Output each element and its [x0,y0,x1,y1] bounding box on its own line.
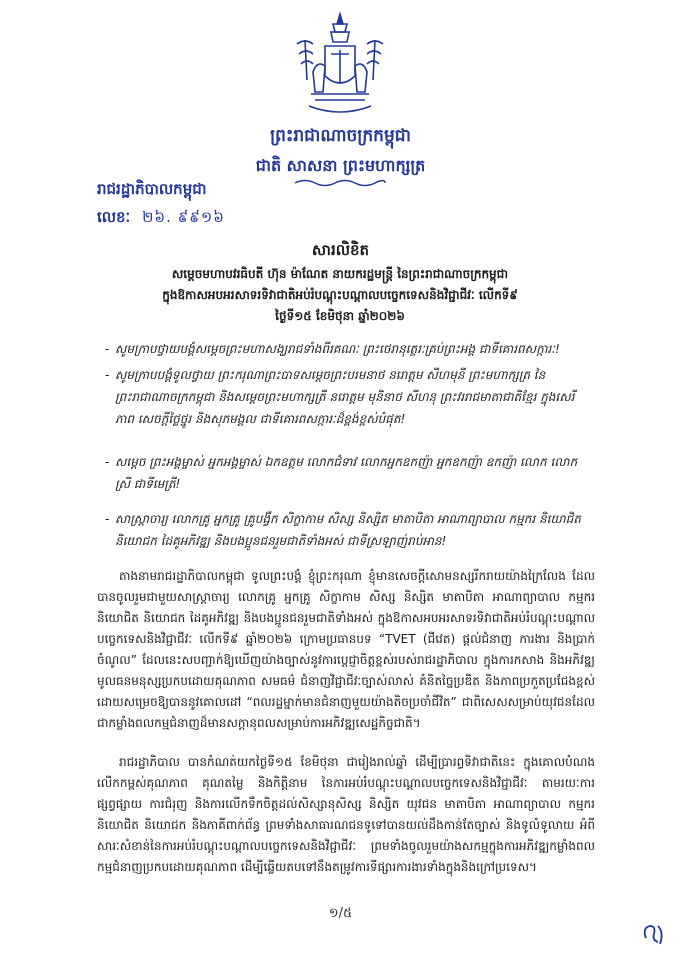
royal-emblem-icon [285,10,395,120]
national-motto: ជាតិ សាសនា ព្រះមហាក្សត្រ [255,156,426,175]
reference-label: លេខៈ [97,208,131,226]
page-number: ១/៥ [328,906,353,921]
reference-value: ២៦. ៩៩១៦ [142,208,225,226]
greeting-item: - សូមក្រាបបង្គំទូលថ្វាយ ព្រះករុណាព្រះបាទសម្តេចព្រះបរមនាថ នរោត្តម សីហមុនី ព្រះមហាក្សត្រ នៃព្រះរាជាណាចក្រកម្ពុជា និងសម្តេចព្រះមហាក្សត្រី នរោត្តម មុនិនាថ សីហនុ ព្រះវររាជមាតាជាតិខ្មែរ ក្នុងសេរីភាព សេចក្តីថ្លៃថ្នូរ និងសុភមង្គល ជាទីគោរពសក្ការៈដ៏ខ្ពង់ខ្ពស់បំផុត! [105,368,575,426]
greeting-item: - សម្តេច ព្រះអង្គម្ចាស់ អ្នកអង្គម្ចាស់ ឯកឧត្តម លោកជំទាវ លោកអ្នកឧកញ៉ា អ្នកឧកញ៉ា ឧកញ៉ា លោក លោកស្រី ជាទីមេត្រី! [105,455,578,491]
greeting-text: សម្តេច ព្រះអង្គម្ចាស់ អ្នកអង្គម្ចាស់ ឯកឧត្តម លោកជំទាវ លោកអ្នកឧកញ៉ា អ្នកឧកញ៉ា ឧកញ៉ា លោក លោកស្រី ជាទីមេត្រី! [115,455,578,491]
greeting-text: សូមក្រាបថ្វាយបង្គំសម្តេចព្រះមហាសង្ឃរាជទាំងពីរគណៈ ព្រះថេរានុត្ថេរៈគ្រប់ព្រះអង្គ ជាទីគោរពសក្ការៈ! [115,342,560,356]
government-name: រាជរដ្ឋាភិបាលកម្ពុជា [97,180,207,198]
reference-number [97,208,225,230]
greeting-text: សាស្ត្រាចារ្យ លោកគ្រូ អ្នកគ្រូ គ្រូបង្វឹក សិក្ខាកាម សិស្ស និស្សិត មាតាបិតា អាណាព្យាបាល កម្មករ និយោជិត និយោជក ដៃគូអភិវឌ្ឍ និងបងប្អូនជនរួមជាតិទាំងអស់ ជាទីស្រឡាញ់រាប់អាន! [115,512,581,548]
greeting-item: - សាស្ត្រាចារ្យ លោកគ្រូ អ្នកគ្រូ គ្រូបង្វឹក សិក្ខាកាម សិស្ស និស្សិត មាតាបិតា អាណាព្យាបាល កម្មករ និយោជិត និយោជក ដៃគូអភិវឌ្ឍ និងបងប្អូនជនរួមជាតិទាំងអស់ ជាទីស្រឡាញ់រាប់អាន! [105,512,581,548]
greeting-item: - សូមក្រាបថ្វាយបង្គំសម្តេចព្រះមហាសង្ឃរាជទាំងពីរគណៈ ព្រះថេរានុត្ថេរៈគ្រប់ព្រះអង្គ ជាទីគោរពសក្ការៈ! [105,342,560,356]
kingdom-heading: ព្រះរាជាណាចក្រកម្ពុជា [270,126,411,146]
body-paragraph: តាងនាមរាជរដ្ឋាភិបាលកម្ពុជា ទូលព្រះបង្គំ ខ្ញុំព្រះករុណា ខ្ញុំមានសេចក្តីសោមនស្សរីករាយយ៉ាងក្រៃលែង ដែលបានចូលរួមជាមួយសាស្ត្រាចារ្យ លោកគ្រូ អ្នកគ្រូ សិក្ខាកាម សិស្ស និស្សិត មាតាបិតា អាណាព្យាបាល កម្មករនិយោជិត និយោជក ដៃគូអភិវឌ្ឍ និងបងប្អូនជនរួមជាតិទាំងអស់ ក្នុងឱកាសអបអរសាទរទិវាជាតិអប់រំបណ្តុះបណ្តាលបច្ចេកទេសនិងវិជ្ជាជីវៈ លើកទី៩ ឆ្នាំ២០២៦ ក្រោមប្រធានបទ “TVET (ជីវេត) ផ្តល់ជំនាញ ការងារ និងប្រាក់ចំណូល” ដែលនេះសបញ្ជាក់ឱ្យឃើញយ៉ាងច្បាស់នូវការប្តេជ្ញាចិត្តខ្ពស់របស់រាជរដ្ឋាភិបាល ក្នុងការកសាង និងអភិវឌ្ឍមូលធនមនុស្សប្រកបដោយគុណភាព សមធម៌ ជំនាញវិជ្ជាជីវៈច្បាស់លាស់ គំនិតច្នៃប្រឌិត និងភាពប្រកួតប្រជែងខ្ពស់ ដោយសម្រេចឱ្យបាននូវគោលដៅ “ពលរដ្ឋម្នាក់មានជំនាញមួយយ៉ាងតិចប្រចាំជីវិត” ជាពិសេសសម្រាប់យុវជនដែលជាកម្លាំងពលកម្មជំនាញដ៏មានសក្តានុពលសម្រាប់ការអភិវឌ្ឍសេដ្ឋកិច្ចជាតិ។ [97,569,595,730]
ornament-divider-icon [290,178,390,188]
body-paragraph: រាជរដ្ឋាភិបាល បានកំណត់យកថ្ងៃទី១៥ ខែមិថុនា ជារៀងរាល់ឆ្នាំ ដើម្បីប្រារព្ធទិវាជាតិនេះ ក្នុងគោលបំណងលើកកម្ពស់គុណភាព គុណតម្លៃ និងកិត្តិនាម នៃការអប់រំបណ្តុះបណ្តាលបច្ចេកទេសនិងវិជ្ជាជីវៈ តាមរយៈការផ្សព្វផ្សាយ ការជំរុញ និងការលើកទឹកចិត្តដល់សិស្សានុសិស្ស និស្សិត យុវជន មាតាបិតា អាណាព្យាបាល កម្មករនិយោជិត និយោជក និងភាគីពាក់ព័ន្ធ ព្រមទាំងសាធារណជនទូទៅបានយល់ដឹងកាន់តែច្បាស់ និងទូលំទូលាយ អំពីសារៈសំខាន់នៃការអប់រំបណ្តុះបណ្តាលបច្ចេកទេសនិងវិជ្ជាជីវៈ ព្រមទាំងចូលរួមយ៉ាងសកម្មក្នុងការអភិវឌ្ឍកម្លាំងពលកម្មជំនាញប្រកបដោយគុណភាព ដើម្បីឆ្លើយតបទៅនឹងតម្រូវការទីផ្សារការងារទាំងក្នុងនិងក្រៅប្រទេស។ [97,755,595,874]
subtitle-date: ថ្ងៃទី១៥ ខែមិថុនា ឆ្នាំ២០២៦ [275,309,405,323]
handwritten-initial-icon [638,918,668,948]
subtitle-line: សម្ដេចមហាបវរធិបតី ហ៊ុន ម៉ាណែត នាយករដ្ឋមន្ត្រី នៃព្រះរាជាណាចក្រកម្ពុជា [171,267,509,281]
subtitle-line: ក្នុងឱកាសអបអរសាទរទិវាជាតិអប់រំបណ្តុះបណ្តាលបច្ចេកទេសនិងវិជ្ជាជីវៈ លើកទី៩ [162,288,518,302]
document-title: សារលិខិត [311,241,370,259]
greeting-text: សូមក្រាបបង្គំទូលថ្វាយ ព្រះករុណាព្រះបាទសម្តេចព្រះបរមនាថ នរោត្តម សីហមុនី ព្រះមហាក្សត្រ នៃព្រះរាជាណាចក្រកម្ពុជា និងសម្តេចព្រះមហាក្សត្រី នរោត្តម មុនិនាថ សីហនុ ព្រះវររាជមាតាជាតិខ្មែរ ក្នុងសេរីភាព សេចក្តីថ្លៃថ្នូរ និងសុភមង្គល ជាទីគោរពសក្ការៈដ៏ខ្ពង់ខ្ពស់បំផុត! [115,368,575,426]
